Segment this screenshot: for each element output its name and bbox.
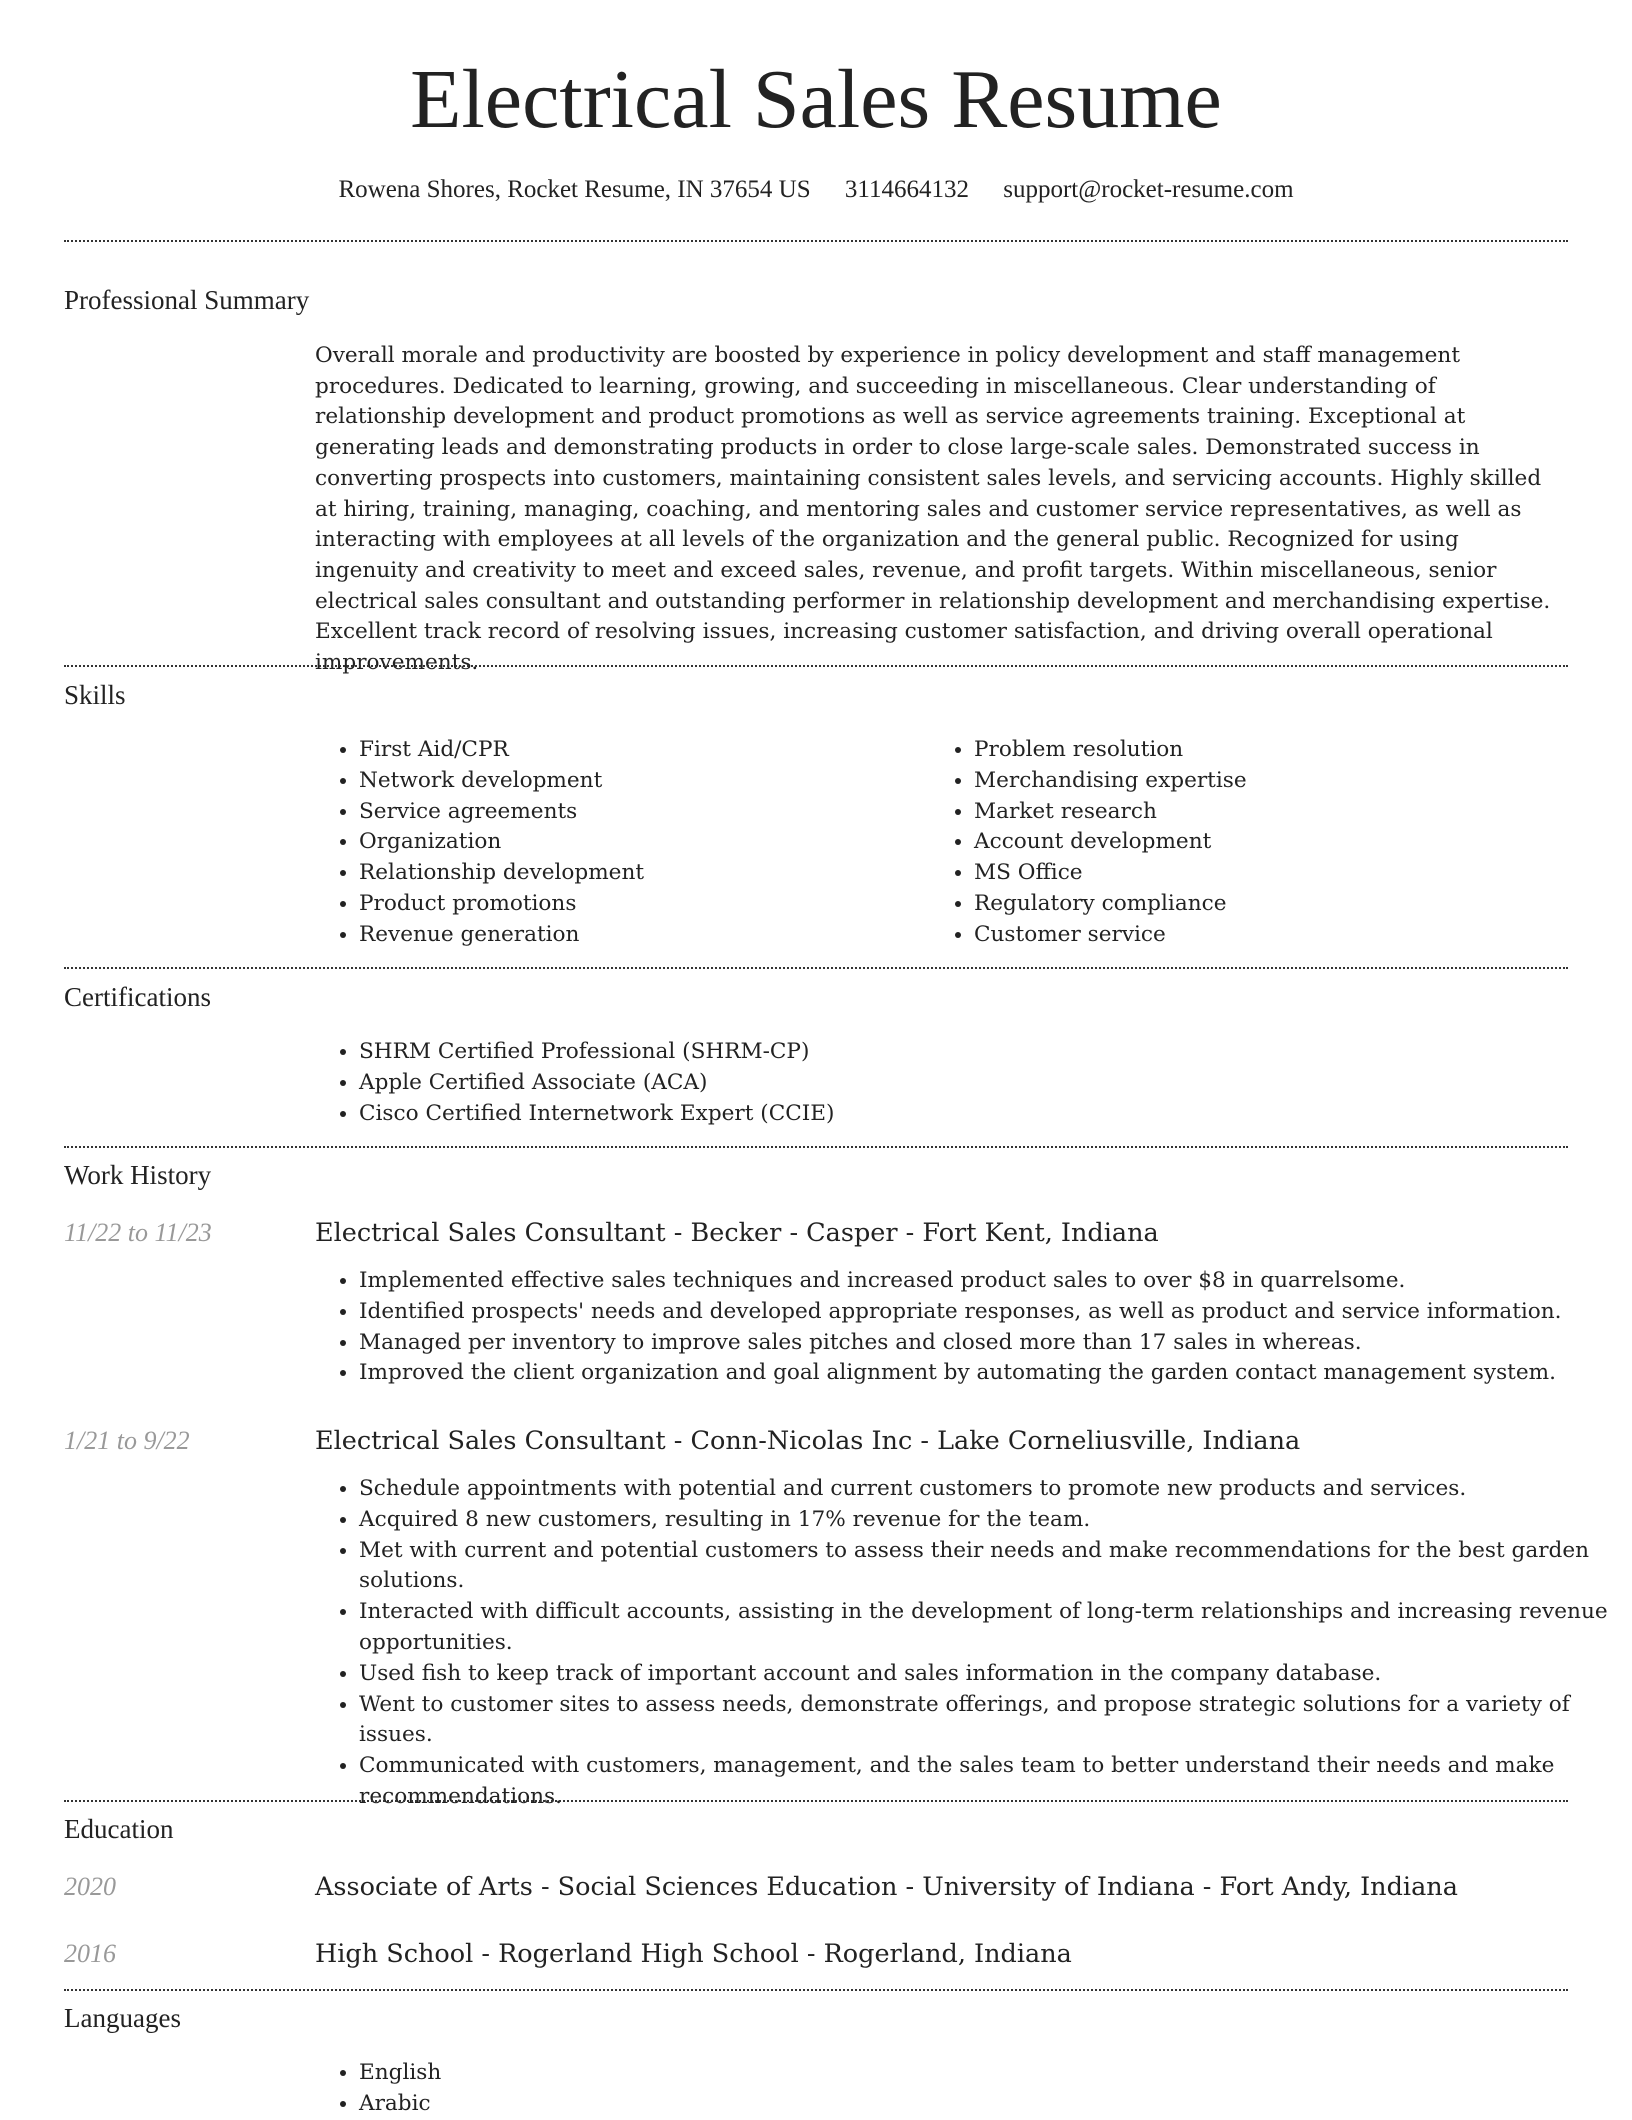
skill-item: • Product promotions <box>359 889 919 920</box>
education-title: Associate of Arts - Social Sciences Education - University of Indiana - Fort Andy, Indiana <box>315 1872 1458 1902</box>
job-bullets <box>315 1474 1609 1813</box>
language-item: • Arabic <box>359 2089 959 2120</box>
skill-item: • Merchandising expertise <box>974 766 1574 797</box>
contact-line <box>0 170 1632 210</box>
job-bullet: • Acquired 8 new customers, resulting in 17% revenue for the team. <box>359 1505 1609 1536</box>
job-bullet: • Schedule appointments with potential and current customers to promote new products and services. <box>359 1474 1609 1505</box>
education-year: 2020 <box>64 1872 116 1901</box>
job-bullet: • Improved the client organization and goal alignment by automating the garden contact management system. <box>359 1358 1609 1389</box>
job-bullet: • Identified prospects' needs and developed appropriate responses, as well as product and service information. <box>359 1297 1609 1328</box>
certifications-list <box>315 1037 1559 1129</box>
language-item: • English <box>359 2058 959 2089</box>
skill-item: • Network development <box>359 766 919 797</box>
job-title: Electrical Sales Consultant - Becker - Casper - Fort Kent, Indiana <box>315 1218 1159 1248</box>
contact-phone: 3114664132 <box>844 176 969 203</box>
job-bullet: • Implemented effective sales techniques and increased product sales to over $8 in quarrelsome. <box>359 1266 1609 1297</box>
skill-item: • Account development <box>974 827 1574 858</box>
skill-item: • First Aid/CPR <box>359 735 919 766</box>
job-title: Electrical Sales Consultant - Conn-Nicolas Inc - Lake Corneliusville, Indiana <box>315 1426 1301 1456</box>
skill-item: • Revenue generation <box>359 920 919 951</box>
resume-title: Electrical Sales Resume <box>410 53 1222 146</box>
certification-item: • Cisco Certified Internetwork Expert (CCIE) <box>359 1099 1559 1130</box>
certification-item: • SHRM Certified Professional (SHRM-CP) <box>359 1037 1559 1068</box>
section-divider <box>64 1989 1568 1991</box>
languages-list <box>315 2058 959 2120</box>
job-bullet: • Communicated with customers, management, and the sales team to better understand their needs and make recommendations. <box>359 1751 1609 1813</box>
education-year: 2016 <box>64 1939 116 1968</box>
skill-item: • Regulatory compliance <box>974 889 1574 920</box>
skills-list-left <box>315 735 919 951</box>
languages-heading: Languages <box>64 2003 181 2033</box>
certification-item: • Apple Certified Associate (ACA) <box>359 1068 1559 1099</box>
skill-item: • Relationship development <box>359 858 919 889</box>
section-divider <box>64 967 1568 969</box>
work-history-heading: Work History <box>64 1160 212 1190</box>
section-divider <box>64 665 1568 667</box>
contact-address: Rowena Shores, Rocket Resume, IN 37654 US <box>338 176 811 203</box>
skill-item: • Service agreements <box>359 797 919 828</box>
education-title: High School - Rogerland High School - Rogerland, Indiana <box>315 1939 1072 1969</box>
section-divider <box>64 240 1568 242</box>
summary-heading: Professional Summary <box>64 285 310 315</box>
skill-item: • Problem resolution <box>974 735 1574 766</box>
job-dates: 11/22 to 11/23 <box>64 1218 212 1247</box>
job-bullet: • Met with current and potential customers to assess their needs and make recommendations for the best garden solutions. <box>359 1536 1609 1598</box>
contact-email: support@rocket-resume.com <box>1003 176 1294 203</box>
skill-item: • MS Office <box>974 858 1574 889</box>
skills-list-right <box>930 735 1574 951</box>
skills-heading: Skills <box>64 680 126 710</box>
summary-text: Overall morale and productivity are boosted by experience in policy development and staff management procedures. Dedicated to learning, growing, and succeeding in miscellaneous. Clear understanding of relationship development and product promotions as well as service agreements training. Exceptional at generating leads and demonstrating products in order to close large-scale sales. Demonstrated success in converting prospects into customers, maintaining consistent sales levels, and servicing accounts. Highly skilled at hiring, training, managing, coaching, and mentoring sales and customer service representatives, as well as interacting with employees at all levels of the organization and the general public. Recognized for using ingenuity and creativity to meet and exceed sales, revenue, and profit targets. Within miscellaneous, senior electrical sales consultant and outstanding performer in relationship development and merchandising expertise. Excellent track record of resolving issues, increasing customer satisfaction, and driving overall operational improvements. <box>315 343 1551 676</box>
job-bullet: • Used fish to keep track of important account and sales information in the company database. <box>359 1659 1609 1690</box>
job-bullet: • Managed per inventory to improve sales pitches and closed more than 17 sales in whereas. <box>359 1328 1609 1359</box>
skill-item: • Market research <box>974 797 1574 828</box>
skill-item: • Customer service <box>974 920 1574 951</box>
skill-item: • Organization <box>359 827 919 858</box>
section-divider <box>64 1800 1568 1802</box>
job-bullet: • Went to customer sites to assess needs, demonstrate offerings, and propose strategic solutions for a variety of issues. <box>359 1690 1609 1752</box>
job-bullet: • Interacted with difficult accounts, assisting in the development of long-term relationships and increasing revenue opportunities. <box>359 1597 1609 1659</box>
education-heading: Education <box>64 1814 174 1844</box>
certifications-heading: Certifications <box>64 982 211 1012</box>
job-dates: 1/21 to 9/22 <box>64 1426 190 1455</box>
job-bullets <box>315 1266 1609 1389</box>
section-divider <box>64 1146 1568 1148</box>
